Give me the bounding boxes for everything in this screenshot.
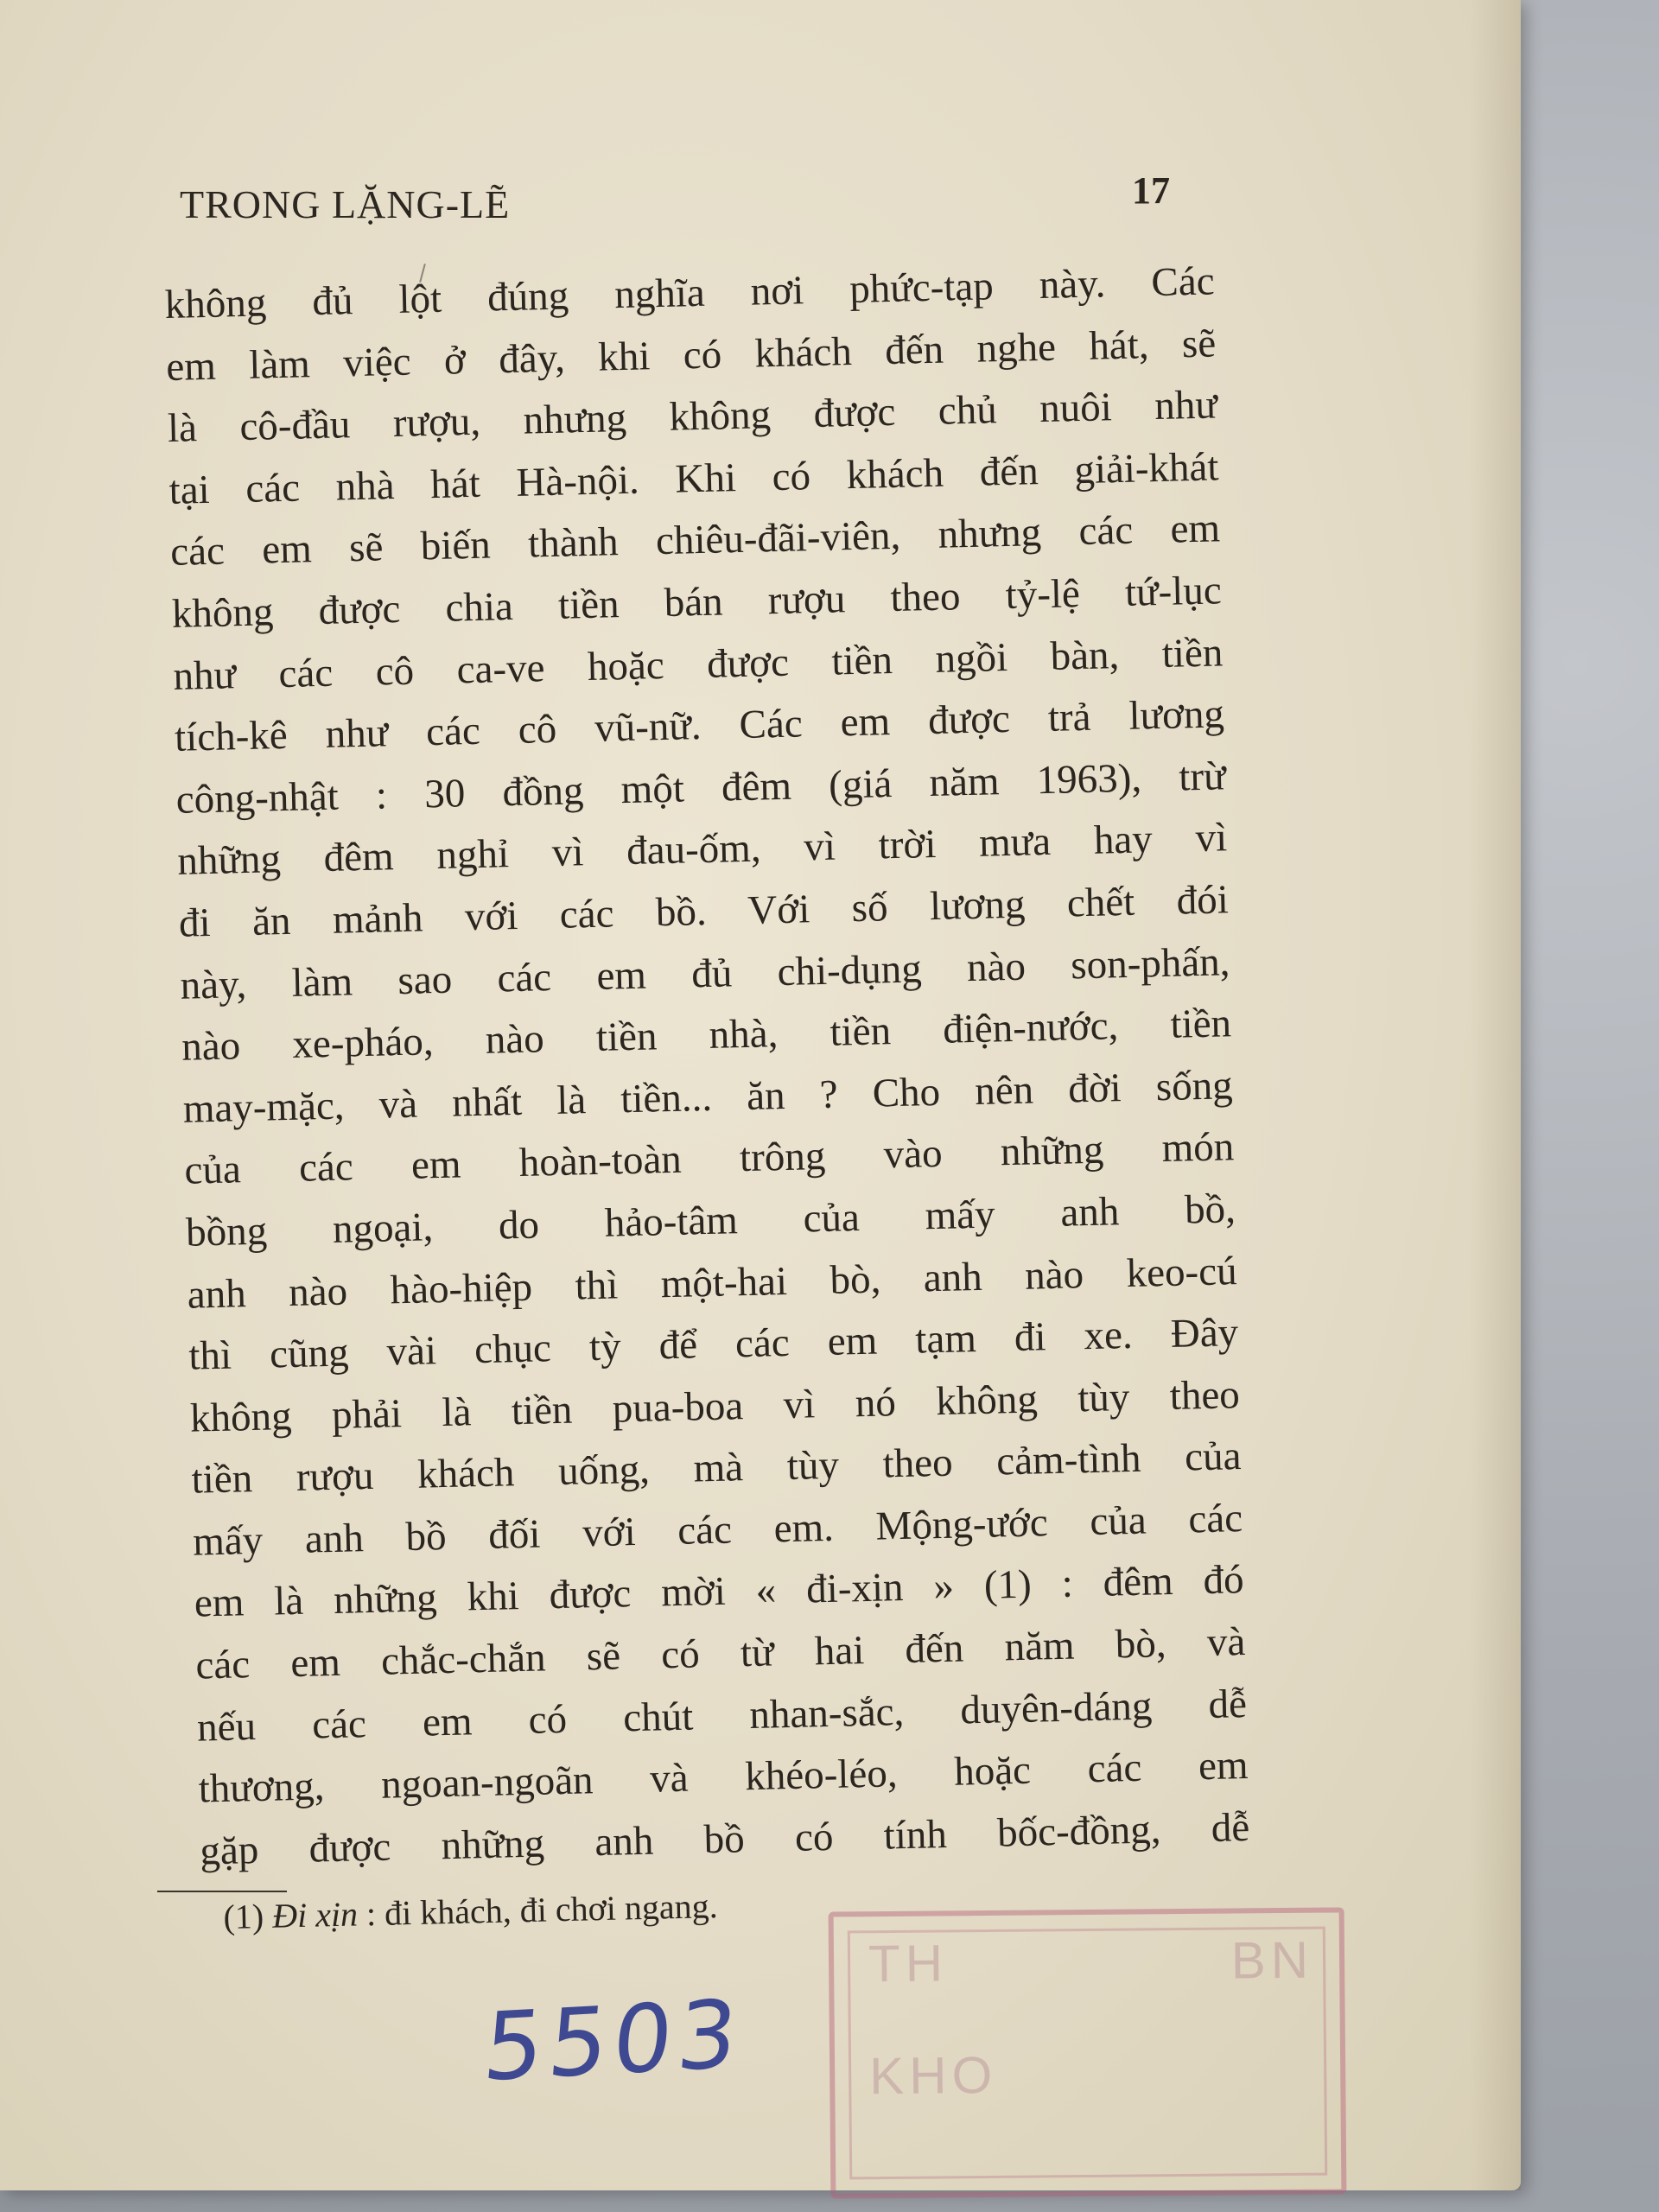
footnote-rule [157,1891,287,1892]
body-text [164,251,1250,1883]
text-line: mấy anh bồ đối với các em. Mộng-ước của các [192,1495,1243,1565]
text-line: nếu các em có chút nhan-sắc, duyên-dáng dễ [196,1681,1248,1751]
handwritten-number: 5503 [479,1980,747,2103]
text-line: không đủ lột đúng nghĩa nơi phức-tạp này. Các [164,258,1216,327]
text-line: tại các nhà hát Hà-nội. Khi có khách đến giải-khát [168,444,1219,513]
footnote [223,1885,718,1937]
footnote-definition: : đi khách, đi chơi ngang. [357,1886,719,1934]
text-line: các em chắc-chắn sẽ có từ hai đến năm bò, và [194,1619,1246,1688]
text-line: những đêm nghỉ vì đau-ốm, vì trời mưa hay vì [176,815,1228,885]
text-line: như các cô ca-ve hoặc được tiền ngồi bàn, tiền [172,629,1224,699]
text-line: các em sẽ biến thành chiêu-đãi-viên, nhưng các em [169,505,1221,575]
text-line: bồng ngoại, do hảo-tâm của mấy anh bồ, [185,1186,1236,1255]
text-line: đi ăn mảnh với các bồ. Với số lương chết đói [178,877,1230,946]
text-line: này, làm sao các em đủ chi-dụng nào son-phấn, [180,938,1230,1008]
footnote-term: Đi xịn [271,1894,359,1936]
text-line: của các em hoàn-toàn trông vào những món [183,1124,1235,1194]
running-head: TRONG LẶNG-LẼ [180,182,511,226]
text-line: nào xe-pháo, nào tiền nhà, tiền điện-nước, tiền [181,1001,1232,1070]
text-line: công-nhật : 30 đồng một đêm (giá năm 1963), trừ [175,753,1227,823]
stamp-text-middle: KHO [868,2045,998,2106]
text-line: gặp được những anh bồ có tính bốc-đồng, dễ [199,1804,1250,1874]
text-line: thương, ngoan-ngoãn và khéo-léo, hoặc các em [198,1743,1249,1812]
text-line: may-mặc, và nhất là tiền... ăn ? Cho nên đời sống [182,1062,1234,1132]
text-line: em là những khi được mời « đi-xịn » (1) : đêm đó [194,1557,1245,1627]
library-stamp [829,1907,1347,2198]
footnote-marker: (1) [223,1896,264,1936]
stamp-text-top-right: BN [1230,1930,1314,1990]
stamp-text-top: TH [868,1934,949,1993]
text-line: tiền rượu khách uống, mà tùy theo cảm-tình của [191,1433,1242,1503]
text-line: em làm việc ở đây, khi có khách đến nghe hát, sẽ [165,321,1217,390]
text-line: anh nào hào-hiệp thì một-hai bò, anh nào keo-cú [187,1248,1238,1318]
page-number: 17 [1132,169,1170,212]
text-line: là cô-đầu rượu, nhưng không được chủ nuôi như [167,382,1218,452]
text-line: không phải là tiền pua-boa vì nó không tùy theo [189,1371,1241,1441]
text-line: tích-kê như các cô vũ-nữ. Các em được trả lương [174,691,1225,761]
text-line: thì cũng vài chục tỳ để các em tạm đi xe. Đây [188,1310,1239,1379]
text-line: không được chia tiền bán rượu theo tỷ-lệ tứ-lục [171,568,1223,637]
